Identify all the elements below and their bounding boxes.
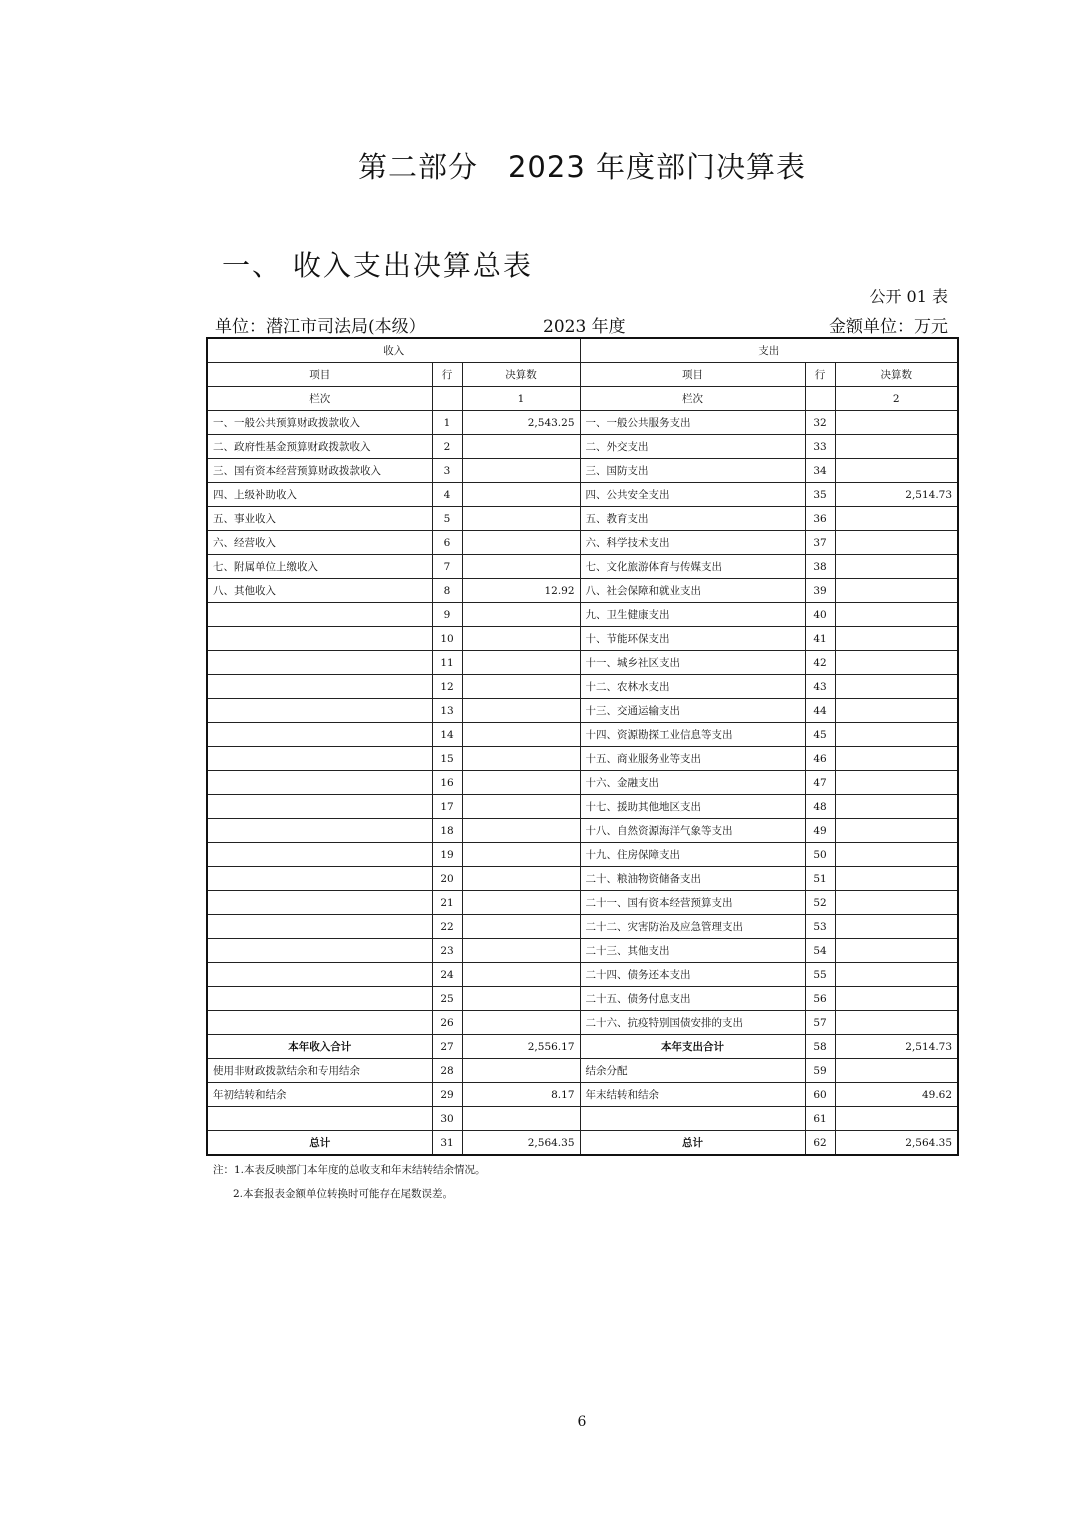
income-row-number: 25: [432, 987, 462, 1011]
expense-row-number: 56: [805, 987, 835, 1011]
income-row-number: 10: [432, 627, 462, 651]
expense-amount-cell: [835, 627, 958, 651]
table-row: [207, 507, 958, 531]
income-amount-cell: [462, 1107, 580, 1131]
income-item-cell: [207, 987, 432, 1011]
table-row: [207, 555, 958, 579]
table-row: [207, 627, 958, 651]
income-item-cell: 一、一般公共预算财政拨款收入: [207, 411, 432, 435]
income-item-cell: [207, 819, 432, 843]
column-index-row: [207, 387, 958, 411]
income-amount-cell: 2,556.17: [462, 1035, 580, 1059]
expense-item-cell: 二十二、灾害防治及应急管理支出: [580, 915, 805, 939]
income-row-number: 23: [432, 939, 462, 963]
expense-row-number: 62: [805, 1131, 835, 1156]
income-item-cell: 本年收入合计: [207, 1035, 432, 1059]
expense-item-cell: 二十、粮油物资储备支出: [580, 867, 805, 891]
income-row-number: 27: [432, 1035, 462, 1059]
income-row-number: 5: [432, 507, 462, 531]
expense-row-number: 61: [805, 1107, 835, 1131]
income-row-number: 2: [432, 435, 462, 459]
expense-item-cell: 总计: [580, 1131, 805, 1156]
expense-lanci-empty: [805, 387, 835, 411]
table-row: [207, 771, 958, 795]
table-row: [207, 1011, 958, 1035]
table-row: [207, 459, 958, 483]
income-row-number: 13: [432, 699, 462, 723]
income-row-number: 7: [432, 555, 462, 579]
income-amount-cell: [462, 819, 580, 843]
expense-row-number: 45: [805, 723, 835, 747]
expense-amount-cell: [835, 771, 958, 795]
income-row-number: 4: [432, 483, 462, 507]
expense-amount-cell: [835, 555, 958, 579]
income-amount-cell: [462, 747, 580, 771]
income-amount-cell: 2,543.25: [462, 411, 580, 435]
expense-amount-cell: [835, 459, 958, 483]
expense-item-cell: 一、一般公共服务支出: [580, 411, 805, 435]
table-row: [207, 1059, 958, 1083]
table-row: [207, 1107, 958, 1131]
expense-amount-cell: 2,514.73: [835, 483, 958, 507]
income-item-cell: [207, 651, 432, 675]
expense-item-cell: 三、国防支出: [580, 459, 805, 483]
expense-item-cell: 七、文化旅游体育与传媒支出: [580, 555, 805, 579]
income-row-number: 9: [432, 603, 462, 627]
income-amount-cell: [462, 963, 580, 987]
expense-amount-cell: [835, 795, 958, 819]
income-lanci-number: 1: [462, 387, 580, 411]
expense-row-number: 42: [805, 651, 835, 675]
section-title: 一、 收入支出决算总表: [222, 249, 533, 282]
expense-row-number: 52: [805, 891, 835, 915]
income-item-cell: [207, 843, 432, 867]
expense-item-cell: 十三、交通运输支出: [580, 699, 805, 723]
income-item-cell: 使用非财政拨款结余和专用结余: [207, 1059, 432, 1083]
income-amount-cell: [462, 795, 580, 819]
expense-item-cell: 十四、资源勘探工业信息等支出: [580, 723, 805, 747]
income-amount-cell: [462, 483, 580, 507]
income-amount-cell: [462, 627, 580, 651]
income-amount-cell: [462, 459, 580, 483]
table-row: [207, 915, 958, 939]
table-row: [207, 723, 958, 747]
expense-row-number: 58: [805, 1035, 835, 1059]
income-row-number: 18: [432, 819, 462, 843]
income-amount-cell: [462, 675, 580, 699]
table-row: [207, 987, 958, 1011]
note-1: 注：1.本表反映部门本年度的总收支和年末结转结余情况。: [213, 1164, 486, 1176]
income-row-number: 17: [432, 795, 462, 819]
note-2: 2.本套报表金额单位转换时可能存在尾数误差。: [233, 1188, 454, 1200]
expense-item-cell: 十九、住房保障支出: [580, 843, 805, 867]
table-row: [207, 795, 958, 819]
expense-item-cell: 十六、金融支出: [580, 771, 805, 795]
expense-item-cell: 本年支出合计: [580, 1035, 805, 1059]
expense-row-header: 行: [805, 363, 835, 387]
expense-row-number: 48: [805, 795, 835, 819]
income-item-cell: [207, 867, 432, 891]
income-amount-cell: [462, 1059, 580, 1083]
income-amount-cell: 2,564.35: [462, 1131, 580, 1156]
table-row: [207, 939, 958, 963]
income-amount-header: 决算数: [462, 363, 580, 387]
form-number: 公开 01 表: [869, 287, 948, 306]
expense-row-number: 46: [805, 747, 835, 771]
table-header-row: [207, 338, 958, 363]
expense-amount-cell: [835, 1059, 958, 1083]
expense-item-cell: 五、教育支出: [580, 507, 805, 531]
expense-amount-cell: [835, 915, 958, 939]
income-row-number: 1: [432, 411, 462, 435]
income-item-cell: [207, 1011, 432, 1035]
income-amount-cell: [462, 915, 580, 939]
income-item-cell: 二、政府性基金预算财政拨款收入: [207, 435, 432, 459]
income-row-number: 8: [432, 579, 462, 603]
expense-row-number: 44: [805, 699, 835, 723]
expense-row-number: 60: [805, 1083, 835, 1107]
expense-item-cell: 十五、商业服务业等支出: [580, 747, 805, 771]
expense-row-number: 32: [805, 411, 835, 435]
expense-amount-cell: [835, 1107, 958, 1131]
income-row-number: 30: [432, 1107, 462, 1131]
income-row-number: 26: [432, 1011, 462, 1035]
expense-row-number: 55: [805, 963, 835, 987]
income-row-number: 24: [432, 963, 462, 987]
table-row: [207, 651, 958, 675]
expense-item-cell: 二十三、其他支出: [580, 939, 805, 963]
income-item-cell: [207, 723, 432, 747]
income-item-cell: 七、附属单位上缴收入: [207, 555, 432, 579]
income-item-cell: [207, 915, 432, 939]
expense-item-cell: 二十六、抗疫特别国债安排的支出: [580, 1011, 805, 1035]
expense-item-cell: 二十一、国有资本经营预算支出: [580, 891, 805, 915]
expense-item-cell: 十一、城乡社区支出: [580, 651, 805, 675]
table-row: [207, 531, 958, 555]
total-row: [207, 1131, 958, 1156]
income-item-cell: [207, 939, 432, 963]
currency-unit-label: 金额单位：万元: [829, 317, 948, 337]
expense-row-number: 33: [805, 435, 835, 459]
expense-item-cell: 十八、自然资源海洋气象等支出: [580, 819, 805, 843]
expense-item-cell: 年末结转和结余: [580, 1083, 805, 1107]
income-amount-cell: [462, 771, 580, 795]
income-item-cell: [207, 963, 432, 987]
income-row-number: 21: [432, 891, 462, 915]
income-row-number: 12: [432, 675, 462, 699]
expense-row-number: 54: [805, 939, 835, 963]
income-item-cell: [207, 603, 432, 627]
expense-amount-cell: [835, 891, 958, 915]
expense-row-number: 50: [805, 843, 835, 867]
table-row: [207, 483, 958, 507]
expense-amount-cell: 2,514.73: [835, 1035, 958, 1059]
expense-row-number: 41: [805, 627, 835, 651]
expense-item-cell: 四、公共安全支出: [580, 483, 805, 507]
expense-amount-cell: [835, 411, 958, 435]
expense-amount-cell: 49.62: [835, 1083, 958, 1107]
table-row: [207, 819, 958, 843]
table-row: [207, 435, 958, 459]
income-item-cell: [207, 795, 432, 819]
expense-amount-cell: [835, 435, 958, 459]
income-item-cell: [207, 627, 432, 651]
income-amount-cell: 8.17: [462, 1083, 580, 1107]
expense-amount-header: 决算数: [835, 363, 958, 387]
expense-row-number: 57: [805, 1011, 835, 1035]
expense-item-cell: 二、外交支出: [580, 435, 805, 459]
expense-item-cell: 二十五、债务付息支出: [580, 987, 805, 1011]
expense-amount-cell: [835, 867, 958, 891]
income-item-cell: 六、经营收入: [207, 531, 432, 555]
expense-item-cell: 结余分配: [580, 1059, 805, 1083]
income-row-number: 11: [432, 651, 462, 675]
expense-item-cell: 十七、援助其他地区支出: [580, 795, 805, 819]
expense-amount-cell: [835, 939, 958, 963]
income-item-cell: 三、国有资本经营预算财政拨款收入: [207, 459, 432, 483]
income-amount-cell: [462, 867, 580, 891]
income-amount-cell: [462, 531, 580, 555]
year-label: 2023 年度: [543, 317, 626, 337]
income-row-header: 行: [432, 363, 462, 387]
expense-row-number: 59: [805, 1059, 835, 1083]
table-row: [207, 579, 958, 603]
income-row-number: 19: [432, 843, 462, 867]
expense-amount-cell: [835, 531, 958, 555]
expense-row-number: 36: [805, 507, 835, 531]
income-amount-cell: [462, 651, 580, 675]
expense-row-number: 47: [805, 771, 835, 795]
unit-label: 单位：潜江市司法局(本级）: [215, 317, 426, 337]
expense-item-cell: 十、节能环保支出: [580, 627, 805, 651]
expense-item-cell: 二十四、债务还本支出: [580, 963, 805, 987]
expense-item-cell: [580, 1107, 805, 1131]
table-row: [207, 699, 958, 723]
expense-amount-cell: [835, 579, 958, 603]
income-item-header: 项目: [207, 363, 432, 387]
table-row: [207, 411, 958, 435]
income-item-cell: 年初结转和结余: [207, 1083, 432, 1107]
income-row-number: 3: [432, 459, 462, 483]
income-item-cell: 四、上级补助收入: [207, 483, 432, 507]
part-title: 第二部分 2023 年度部门决算表: [357, 150, 807, 184]
income-item-cell: [207, 1107, 432, 1131]
income-row-number: 31: [432, 1131, 462, 1156]
income-header: 收入: [207, 338, 580, 363]
table-row: [207, 675, 958, 699]
expense-item-cell: 六、科学技术支出: [580, 531, 805, 555]
income-amount-cell: [462, 1011, 580, 1035]
income-lanci-empty: [432, 387, 462, 411]
income-item-cell: [207, 747, 432, 771]
income-lanci-label: 栏次: [207, 387, 432, 411]
income-row-number: 28: [432, 1059, 462, 1083]
page-number: 6: [577, 1414, 587, 1430]
subtotal-row: [207, 1035, 958, 1059]
expense-amount-cell: [835, 843, 958, 867]
income-row-number: 14: [432, 723, 462, 747]
income-amount-cell: [462, 987, 580, 1011]
expense-amount-cell: [835, 675, 958, 699]
income-amount-cell: [462, 723, 580, 747]
expense-item-cell: 九、卫生健康支出: [580, 603, 805, 627]
expense-amount-cell: [835, 699, 958, 723]
expense-amount-cell: [835, 723, 958, 747]
income-item-cell: 总计: [207, 1131, 432, 1156]
income-amount-cell: [462, 699, 580, 723]
table-row: [207, 747, 958, 771]
income-item-cell: [207, 699, 432, 723]
expense-amount-cell: [835, 819, 958, 843]
table-row: [207, 963, 958, 987]
income-row-number: 6: [432, 531, 462, 555]
income-amount-cell: [462, 435, 580, 459]
table-row: [207, 843, 958, 867]
expense-row-number: 35: [805, 483, 835, 507]
expense-item-header: 项目: [580, 363, 805, 387]
column-header-row: [207, 363, 958, 387]
expense-amount-cell: [835, 987, 958, 1011]
expense-row-number: 51: [805, 867, 835, 891]
income-item-cell: [207, 891, 432, 915]
expense-lanci-number: 2: [835, 387, 958, 411]
income-amount-cell: [462, 939, 580, 963]
expense-row-number: 49: [805, 819, 835, 843]
expense-row-number: 34: [805, 459, 835, 483]
income-item-cell: [207, 771, 432, 795]
income-row-number: 20: [432, 867, 462, 891]
expense-row-number: 43: [805, 675, 835, 699]
income-item-cell: 五、事业收入: [207, 507, 432, 531]
income-amount-cell: [462, 603, 580, 627]
income-item-cell: [207, 675, 432, 699]
expense-amount-cell: [835, 747, 958, 771]
income-row-number: 16: [432, 771, 462, 795]
income-row-number: 29: [432, 1083, 462, 1107]
expense-amount-cell: 2,564.35: [835, 1131, 958, 1156]
income-row-number: 22: [432, 915, 462, 939]
expense-item-cell: 十二、农林水支出: [580, 675, 805, 699]
table-row: [207, 603, 958, 627]
table-row: [207, 891, 958, 915]
income-amount-cell: [462, 891, 580, 915]
expense-amount-cell: [835, 1011, 958, 1035]
expense-amount-cell: [835, 603, 958, 627]
income-row-number: 15: [432, 747, 462, 771]
expense-row-number: 39: [805, 579, 835, 603]
expense-item-cell: 八、社会保障和就业支出: [580, 579, 805, 603]
expense-row-number: 37: [805, 531, 835, 555]
expense-row-number: 53: [805, 915, 835, 939]
income-expense-table: [206, 337, 959, 1156]
income-amount-cell: 12.92: [462, 579, 580, 603]
table-row: [207, 867, 958, 891]
expense-row-number: 40: [805, 603, 835, 627]
table-row: [207, 1083, 958, 1107]
expense-row-number: 38: [805, 555, 835, 579]
expense-amount-cell: [835, 507, 958, 531]
income-item-cell: 八、其他收入: [207, 579, 432, 603]
expense-header: 支出: [580, 338, 958, 363]
expense-amount-cell: [835, 963, 958, 987]
income-amount-cell: [462, 843, 580, 867]
expense-amount-cell: [835, 651, 958, 675]
expense-lanci-label: 栏次: [580, 387, 805, 411]
income-amount-cell: [462, 555, 580, 579]
income-amount-cell: [462, 507, 580, 531]
